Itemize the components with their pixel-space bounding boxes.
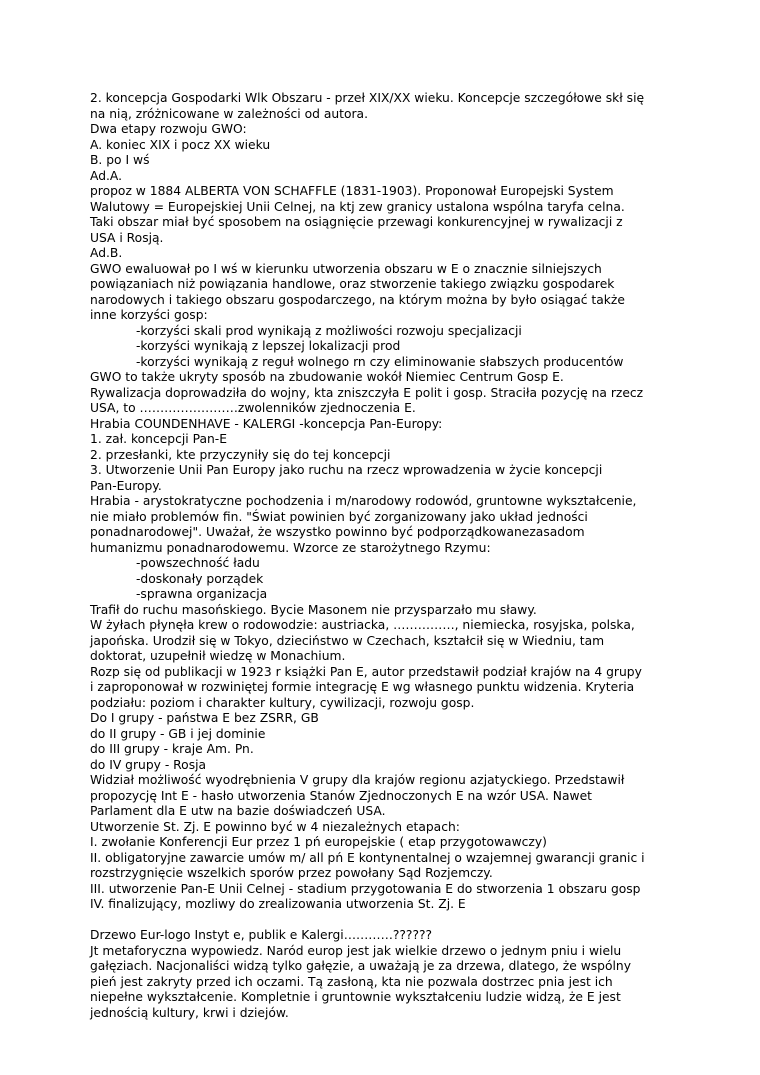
text-line: Dwa etapy rozwoju GWO:: [90, 122, 247, 136]
text-line: do III grupy - kraje Am. Pn.: [90, 742, 254, 756]
bullet-line: -powszechność ładu: [136, 556, 260, 570]
bullet-line: -doskonały porządek: [136, 571, 264, 586]
text-line: I. zwołanie Konferencji Eur przez 1 pń europejskie ( etap przygotowawczy): [90, 835, 547, 849]
text-line: rozstrzygnięcie wszelkich sporów przez powołany Sąd Rozjemczy.: [90, 866, 493, 880]
text-line: Rozp się od publikacji w 1923 r książki Pan E, autor przedstawił podział krajów na 4 grupy: [90, 664, 642, 679]
text-line: Parlament dla E utw na bazie doświadczeń USA.: [90, 804, 386, 818]
text-line: USA i Rosją.: [90, 230, 164, 245]
text-line: nie miało problemów fin. "Świat powinien być zorganizowany jako układ jedności: [90, 509, 588, 524]
text-line: Trafił do ruchu masońskiego. Bycie Masonem nie przysparzało mu sławy.: [90, 602, 537, 617]
text-line: B. po I wś: [90, 153, 150, 167]
text-line: inne korzyści gosp:: [90, 308, 208, 322]
text-line: GWO to także ukryty sposób na zbudowanie wokół Niemiec Centrum Gosp E.: [90, 370, 564, 384]
text-line: do II grupy - GB i jej dominie: [90, 726, 266, 741]
text-line: narodowych i takiego obszaru gospodarczego, na którym można by było osiągać także: [90, 292, 625, 307]
text-line: 2. koncepcja Gospodarki Wlk Obszaru - przeł XIX/XX wieku. Koncepcje szczegółowe skł się: [90, 91, 645, 105]
text-line: 2. przesłanki, kte przyczyniły się do tej koncepcji: [90, 447, 391, 462]
text-line: Utworzenie St. Zj. E powinno być w 4 niezależnych etapach:: [90, 819, 460, 834]
blank-line: [90, 913, 680, 929]
text-line: propozycję Int E - hasło utworzenia Stanów Zjednoczonych E na wzór USA. Nawet: [90, 788, 592, 803]
text-line: USA, to ……………………zwolenników zjednoczenia E.: [90, 401, 416, 415]
text-line: III. utworzenie Pan-E Unii Celnej - stadium przygotowania E do stworzenia 1 obszaru gosp: [90, 881, 641, 896]
text-line: W żyłach płynęła krew o rodowodzie: austriacka, ……………, niemiecka, rosyjska, polska,: [90, 618, 635, 632]
text-line: Widział możliwość wyodrębnienia V grupy dla krajów regionu azjatyckiego. Przedstawił: [90, 773, 625, 787]
text-line: jednością kultury, krwi i dziejów.: [90, 1005, 289, 1020]
text-line: Ad.B.: [90, 246, 123, 260]
text-line: i zaproponował w rozwiniętej formie integrację E wg własnego punktu widzenia. Kryteria: [90, 680, 635, 694]
bullet-line: -korzyści skali prod wynikają z możliwości rozwoju specjalizacji: [136, 323, 522, 338]
text-line: IV. finalizujący, mozliwy do zrealizowania utworzenia St. Zj. E: [90, 897, 466, 911]
text-line: 1. zał. koncepcji Pan-E: [90, 432, 227, 446]
document-page: [90, 91, 680, 1021]
text-line: Hrabia - arystokratyczne pochodzenia i m/narodowy rodowód, gruntowne wykształcenie,: [90, 494, 637, 508]
text-line: na nią, zróżnicowane w zależności od autora.: [90, 106, 368, 121]
text-line: Rywalizacja doprowadziła do wojny, kta zniszczyła E polit i gosp. Straciła pozycję na rzecz: [90, 385, 644, 400]
text-line: II. obligatoryjne zawarcie umów m/ all pń E kontynentalnej o wzajemnej gwarancji granic i: [90, 850, 645, 865]
text-line: doktorat, uzupełnił wiedzę w Monachium.: [90, 649, 346, 663]
text-line: do IV grupy - Rosja: [90, 757, 207, 772]
text-line: Taki obszar miał być sposobem na osiągnięcie przewagi konkurencyjnej w rywalizacji z: [90, 215, 623, 229]
text-line: Jt metaforyczna wypowiedz. Naród europ jest jak wielkie drzewo o jednym pniu i wielu: [90, 943, 622, 958]
text-line: Ad.A.: [90, 168, 123, 183]
text-line: 3. Utworzenie Unii Pan Europy jako ruchu na rzecz wprowadzenia w życie koncepcji: [90, 463, 603, 477]
bullet-line: -korzyści wynikają z reguł wolnego rn czy eliminowanie słabszych producentów: [136, 354, 624, 369]
text-line: powiązaniach niż powiązania handlowe, oraz stworzenie takiego związku gospodarek: [90, 277, 615, 291]
text-line: humanizmu ponadnarodowemu. Wzorce ze starożytnego Rzymu:: [90, 540, 491, 555]
text-line: Pan-Europy.: [90, 478, 162, 493]
text-line: niepełne wykształcenie. Kompletnie i gruntownie wykształceniu ludzie widzą, że E jest: [90, 990, 621, 1004]
text-line: Do I grupy - państwa E bez ZSRR, GB: [90, 711, 319, 725]
bullet-line: -sprawna organizacja: [136, 587, 268, 601]
text-line: gałęziach. Nacjonaliści widzą tylko gałęzie, a uważają je za drzewa, dlatego, że wspólny: [90, 959, 631, 973]
text-line: GWO ewaluował po I wś w kierunku utworzenia obszaru w E o znacznie silniejszych: [90, 261, 602, 276]
text-line: podziału: poziom i charakter kultury, cywilizacji, rozwoju gosp.: [90, 695, 475, 710]
text-line: A. koniec XIX i pocz XX wieku: [90, 137, 271, 152]
text-line: propoz w 1884 ALBERTA VON SCHAFFLE (1831-1903). Proponował Europejski System: [90, 184, 614, 198]
text-line: Hrabia COUNDENHAVE - KALERGI -koncepcja Pan-Europy:: [90, 416, 443, 431]
text-line: Walutowy = Europejskiej Unii Celnej, na ktj zew granicy ustalona wspólna taryfa celna.: [90, 199, 625, 214]
text-line: japońska. Urodził się w Tokyo, dzieciństwo w Czechach, kształcił się w Wiedniu, tam: [90, 633, 605, 648]
text-line: Drzewo Eur-logo Instyt e, publik e Kalergi…………??????: [90, 928, 433, 942]
text-line: ponadnarodowej". Uważał, że wszystko powinno być podporządkowanezasadom: [90, 525, 585, 539]
text-line: pień jest zakryty przed ich oczami. Tą zasłoną, kta nie pozwala dostrzec pnia jest ich: [90, 974, 613, 989]
bullet-line: -korzyści wynikają z lepszej lokalizacji prod: [136, 339, 401, 353]
